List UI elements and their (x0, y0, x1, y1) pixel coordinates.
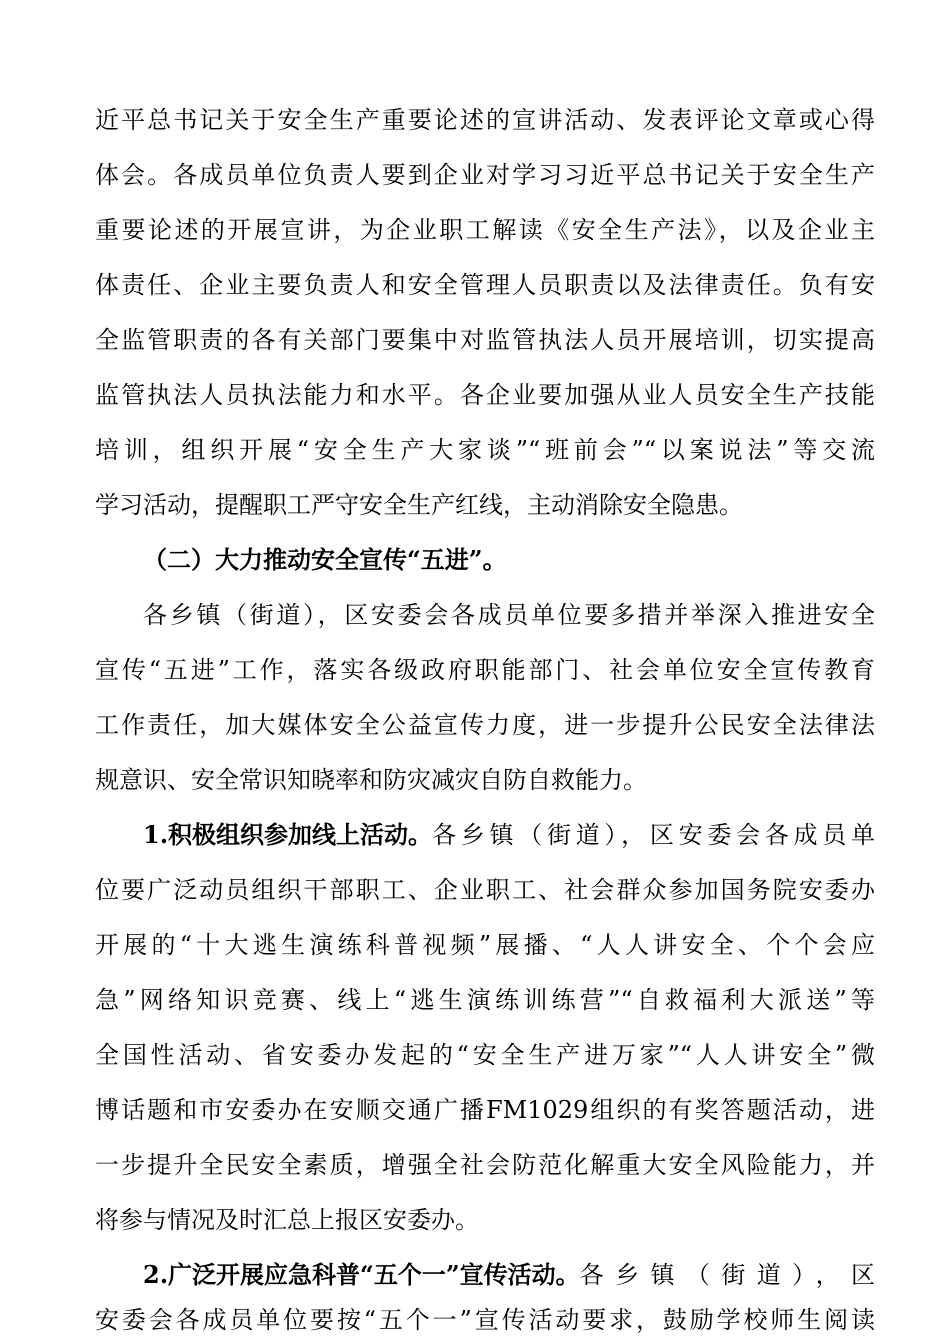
para1-line-6: 监管执法人员执法能力和水平。各企业要加强从业人员安全生产技能 (95, 381, 875, 409)
para1-line-5: 全监管职责的各有关部门要集中对监管执法人员开展培训，切实提高 (95, 326, 875, 354)
para1-line-4: 体责任、企业主要负责人和安全管理人员职责以及法律责任。负有安 (95, 271, 875, 299)
para1-line-8: 学习活动，提醒职工严守安全生产红线，主动消除安全隐患。 (95, 491, 743, 519)
para2-line-1: 各乡镇（街道），区安委会各成员单位要多措并举深入推进安全 (143, 601, 875, 629)
item1-line-7: 一步提升全民安全素质，增强全社会防范化解重大安全风险能力，并 (95, 1151, 875, 1179)
para2-line-4: 规意识、安全常识知晓率和防灾减灾自防自救能力。 (95, 766, 647, 794)
item2-title: 2.广泛开展应急科普“五个一”宣传活动。 (143, 1260, 580, 1289)
item1-line-5: 全国性活动、省安委办发起的“安全生产进万家”“人人讲安全”微 (95, 1041, 875, 1069)
item1-line-4: 急”网络知识竞赛、线上“逃生演练训练营”“自救福利大派送”等 (95, 986, 875, 1014)
para2-line-2: 宣传“五进”工作，落实各级政府职能部门、社会单位安全宣传教育 (95, 656, 875, 684)
item1-line-2: 位要广泛动员组织干部职工、企业职工、社会群众参加国务院安委办 (95, 876, 875, 904)
para1-line-3: 重要论述的开展宣讲，为企业职工解读《安全生产法》，以及企业主 (95, 216, 875, 244)
item2-first-text: 各乡镇（街道），区 (579, 1261, 875, 1289)
section-heading: （二）大力推动安全宣传“五进”。 (143, 545, 507, 574)
item2-first-line (143, 1255, 875, 1295)
item1-title: 1.积极组织参加线上活动。 (143, 820, 433, 849)
item1-line-6: 博话题和市安委办在安顺交通广播FM1029组织的有奖答题活动，进 (95, 1096, 875, 1124)
item1-first-line (143, 815, 875, 855)
para1-line-2: 体会。各成员单位负责人要到企业对学习习近平总书记关于安全生产 (95, 161, 875, 189)
item1-first-text: 各乡镇（街道），区安委会各成员单 (432, 821, 875, 849)
item1-line-8: 将参与情况及时汇总上报区安委办。 (95, 1206, 479, 1234)
para2-line-3: 工作责任，加大媒体安全公益宣传力度，进一步提升公民安全法律法 (95, 711, 875, 739)
para1-line-1: 近平总书记关于安全生产重要论述的宣讲活动、发表评论文章或心得 (95, 106, 875, 134)
item1-line-3: 开展的“十大逃生演练科普视频”展播、“人人讲安全、个个会应 (95, 931, 875, 959)
para1-line-7: 培训，组织开展“安全生产大家谈”“班前会”“以案说法”等交流 (95, 436, 875, 464)
item2-line-2: 安委会各成员单位要按“五个一”宣传活动要求，鼓励学校师生阅读 (95, 1306, 875, 1334)
